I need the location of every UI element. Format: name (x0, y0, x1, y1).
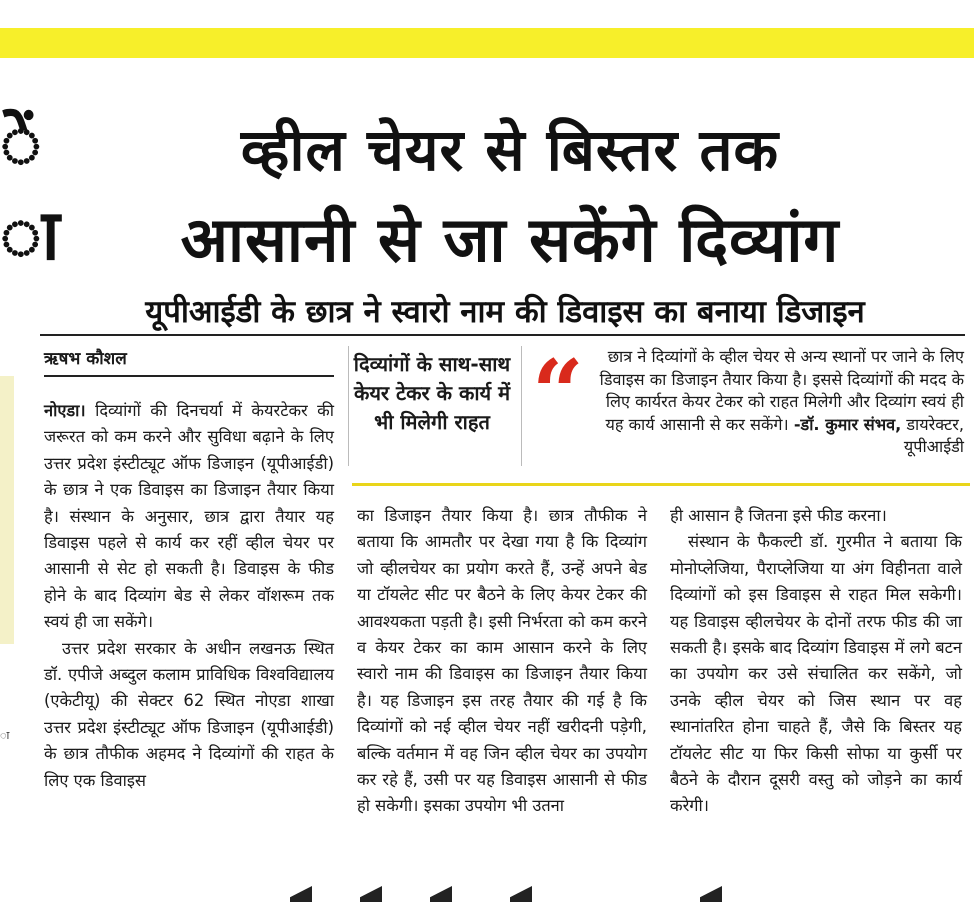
subheadline-rule (40, 334, 965, 336)
article-column-2 (357, 503, 647, 820)
pull-quote-box: दिव्यांगों के साथ-साथ केयर टेकर के कार्य में भी मिलेगी राहत (353, 352, 511, 434)
headline-line-2: आसानी से जा सकेंगे दिव्यांग (180, 203, 840, 276)
paragraph: का डिजाइन तैयार किया है। छात्र तौफीक ने बताया कि आमतौर पर देखा गया है कि दिव्यांग जो व्हीलचेयर का प्रयोग करते हैं, उन्हें अपने बेड या टॉयलेट सीट पर बैठने के लिए केयर टेकर की आवश्यकता पड़ती है। इसी निर्भरता को कम करने व केयर टेकर का काम आसान करने के लिए स्वारो नाम की डिवाइस का डिजाइन तैयार किया है। यह डिजाइन इस तरह तैयार की गई है कि दिव्यांगों को नई व्हील चेयर नहीं खरीदनी पड़ेगी, बल्कि वर्तमान में वह जिन व्हील चेयर का उपयोग कर रहे हैं, उसी पर यह डिवाइस आसानी से फीड हो सकेगी। इसका उपयोग भी उतना (357, 506, 647, 816)
byline: ऋषभ कौशल (44, 349, 127, 369)
quote-separator-rule (352, 483, 970, 486)
next-article-cropped-headline (0, 886, 974, 902)
page-top-margin (0, 0, 974, 28)
director-quote (590, 346, 964, 459)
paragraph: ही आसान है जितना इसे फीड करना। (670, 506, 887, 525)
cropped-glyph (510, 886, 532, 902)
adjacent-article-fragment-mid: ा (0, 194, 60, 276)
yellow-banner-strip (0, 28, 974, 58)
adjacent-article-fragment-top: ें (0, 102, 42, 184)
quote-attribution: -डॉ. कुमार संभव, (793, 414, 902, 434)
paragraph: संस्थान के फैकल्टी डॉ. गुरमीत ने बताया कि मोनोप्लेजिया, पैराप्लेजिया या अंग विहीनता वाले दिव्यांगों को इस डिवाइस से राहत मिल सकेगी। यह डिवाइस व्हीलचेयर के दोनों तरफ फीड की जा सकती है। इसके बाद दिव्यांग डिवाइस में लगे बटन का उपयोग कर उसे संचालित कर सकेंगे, जो उनके व्हील चेयर को जिस स्थान पर वह स्थानांतरित होना चाहते हैं, जैसे कि बिस्तर यह टॉयलेट सीट या फिर किसी सोफा या कुर्सी पर बैठने के दौरान दूसरी वस्तु को जोड़ने का कार्य करेगी। (670, 532, 962, 816)
paragraph (44, 398, 334, 636)
cropped-glyph (700, 886, 722, 902)
paragraph: उत्तर प्रदेश सरकार के अधीन लखनऊ स्थित डॉ. एपीजे अब्दुल कलाम प्राविधिक विश्वविद्यालय (एकेटीयू) की सेक्टर 62 स्थित नोएडा शाखा उत्तर प्रदेश इंस्टीट्यूट ऑफ डिजाइन (यूपीआईडी) के छात्र तौफीक अहमद ने दिव्यांगों की राहत के लिए एक डिवाइस (44, 638, 334, 790)
paragraph-text: दिव्यांगों की दिनचर्या में केयरटेकर की जरूरत को कम करने और सुविधा बढ़ाने के लिए उत्तर प्रदेश इंस्टीट्यूट ऑफ डिजाइन (यूपीआईडी) के छात्र ने एक डिवाइस का डिजाइन तैयार किया है। संस्थान के अनुसार, छात्र द्वारा तैयार यह डिवाइस पहले से कार्य कर रहीं व्हील चेयर पर आसानी से सेट हो सकती है। डिवाइस के फीड होने के बाद दिव्यांग बेड से लेकर वॉशरूम तक स्वयं ही जा सकेंगे। (44, 401, 334, 632)
adjacent-column-text-fragment: ा (0, 729, 10, 742)
cropped-glyph (430, 886, 452, 902)
headline-line-1: व्हील चेयर से बिस्तर तक (240, 116, 780, 184)
quotation-mark-icon: “ (532, 340, 584, 446)
cropped-glyph (360, 886, 382, 902)
byline-rule (44, 375, 334, 377)
quote-body: छात्र ने दिव्यांगों के व्हील चेयर से अन्य स्थानों पर जाने के लिए डिवाइस का डिजाइन तैयार किया है। इससे दिव्यांगों की मदद के लिए कार्यरत केयर टेकर को राहत मिलेगी और दिव्यांग स्वयं ही यह कार्य आसानी से कर सकेंगे। (599, 347, 964, 434)
pull-quote-divider-right (521, 346, 522, 466)
adjacent-column-shade (0, 376, 14, 644)
dateline: नोएडा। (44, 401, 86, 420)
quote-designation: डायरेक्टर, यूपीआईडी (903, 414, 964, 456)
article-column-1 (44, 398, 334, 794)
cropped-glyph (290, 886, 312, 902)
sub-headline: यूपीआईडी के छात्र ने स्वारो नाम की डिवाइस का बनाया डिजाइन (145, 294, 865, 330)
pull-quote-divider-left (348, 346, 349, 466)
article-column-3 (670, 503, 962, 820)
